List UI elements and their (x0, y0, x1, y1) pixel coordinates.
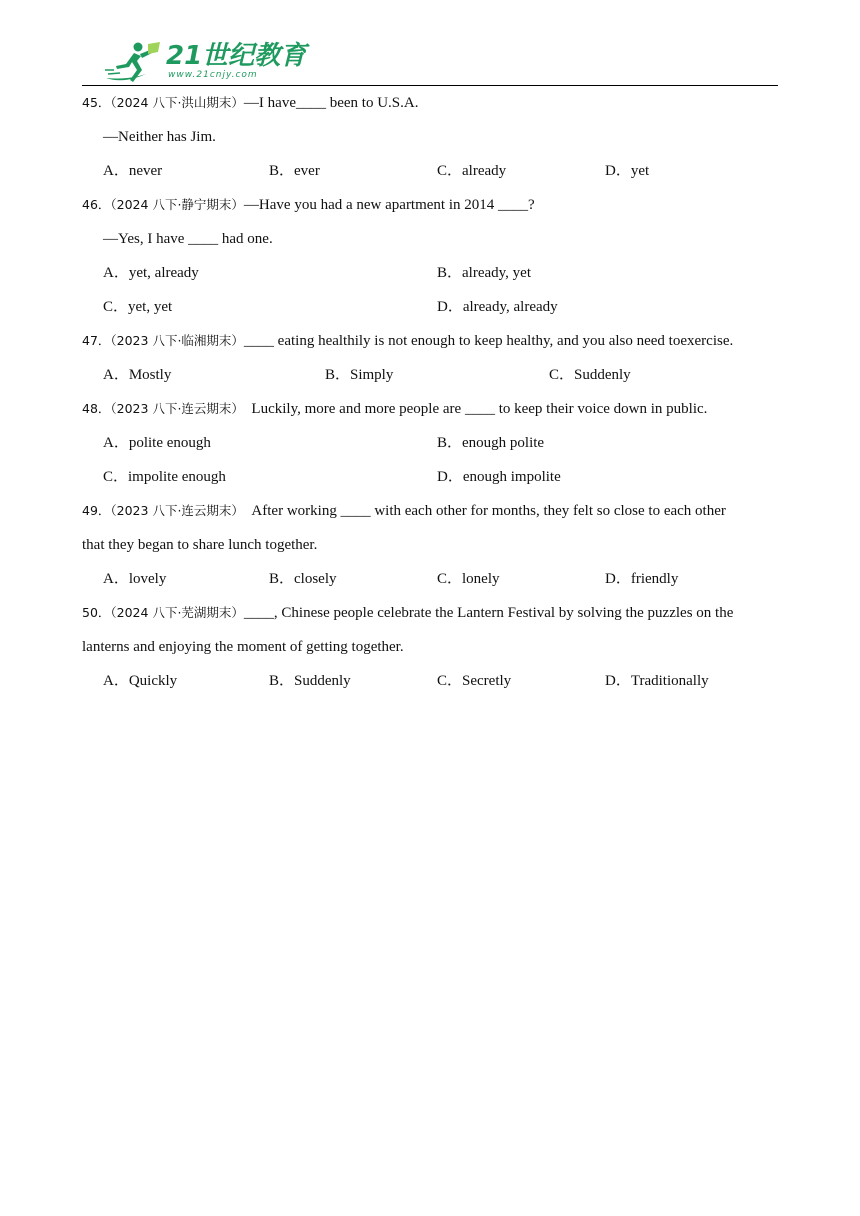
question-number: 46． (82, 197, 111, 212)
option-b: B．closely (269, 571, 337, 587)
question-50-stem-line2: lanterns and enjoying the moment of getting together. (82, 639, 404, 655)
option-c: C．Suddenly (549, 367, 631, 383)
logo (104, 40, 307, 84)
question-source: （2023 八下·连云期末） (110, 503, 244, 518)
question-46-stem-line2: —Yes, I have ____ had one. (103, 231, 273, 247)
question-49-stem (82, 494, 782, 528)
question-50-stem (82, 596, 782, 630)
question-number: 45． (82, 95, 111, 110)
question-source: （2024 八下·洪山期末） (110, 95, 244, 110)
option-d: D．friendly (605, 571, 679, 587)
question-50-options (82, 664, 782, 698)
question-source: （2024 八下·芜湖期末） (110, 605, 244, 620)
question-text: After working ____ with each other for months, they felt so close to each other (251, 503, 726, 519)
question-number: 47． (82, 333, 111, 348)
option-b: B．already, yet (437, 265, 531, 281)
question-list (82, 86, 782, 698)
logo-url: www.21cnjy.com (168, 70, 258, 80)
option-c: C．lonely (437, 571, 500, 587)
question-source: （2023 八下·连云期末） (110, 401, 244, 416)
question-number: 49． (82, 503, 111, 518)
option-c: C．already (437, 163, 507, 179)
runner-logo-icon (104, 40, 164, 84)
option-b: B．Suddenly (269, 673, 351, 689)
question-source: （2023 八下·临湘期末） (110, 333, 244, 348)
option-a: A．Quickly (103, 673, 178, 689)
page-header (82, 40, 778, 86)
option-c: C．impolite enough (103, 469, 226, 485)
question-48-options-row2 (82, 460, 782, 494)
question-46-options-row1 (82, 256, 782, 290)
option-b: B．Simply (325, 367, 394, 383)
option-b: B．enough polite (437, 435, 545, 451)
question-45-options (82, 154, 782, 188)
option-c: C．yet, yet (103, 299, 173, 315)
question-45-stem (82, 86, 782, 120)
question-49-options (82, 562, 782, 596)
question-text: —Have you had a new apartment in 2014 ____? (243, 197, 535, 213)
option-d: D．yet (605, 163, 650, 179)
question-47-options (82, 358, 782, 392)
option-a: A．lovely (103, 571, 167, 587)
option-d: D．already, already (437, 299, 558, 315)
question-text: —I have____ been to U.S.A. (243, 95, 419, 111)
question-45-stem-line2: —Neither has Jim. (103, 129, 216, 145)
question-source: （2024 八下·静宁期末） (110, 197, 244, 212)
option-a: A．Mostly (103, 367, 172, 383)
option-a: A．yet, already (103, 265, 199, 281)
question-49-stem-line2: that they began to share lunch together. (82, 537, 318, 553)
logo-text: 21世纪教育 (166, 41, 307, 71)
question-47-stem (82, 324, 782, 358)
option-d: D．Traditionally (605, 673, 709, 689)
option-a: A．never (103, 163, 163, 179)
question-46-stem (82, 188, 782, 222)
question-text: ____, Chinese people celebrate the Lantern Festival by solving the puzzles on the (243, 605, 734, 621)
question-46-options-row2 (82, 290, 782, 324)
option-c: C．Secretly (437, 673, 512, 689)
question-48-options-row1 (82, 426, 782, 460)
option-d: D．enough impolite (437, 469, 561, 485)
option-a: A．polite enough (103, 435, 211, 451)
question-number: 50． (82, 605, 111, 620)
question-number: 48． (82, 401, 111, 416)
question-text: ____ eating healthily is not enough to keep healthy, and you also need toexercise. (243, 333, 734, 349)
question-48-stem (82, 392, 782, 426)
option-b: B．ever (269, 163, 320, 179)
question-text: Luckily, more and more people are ____ to keep their voice down in public. (251, 401, 708, 417)
